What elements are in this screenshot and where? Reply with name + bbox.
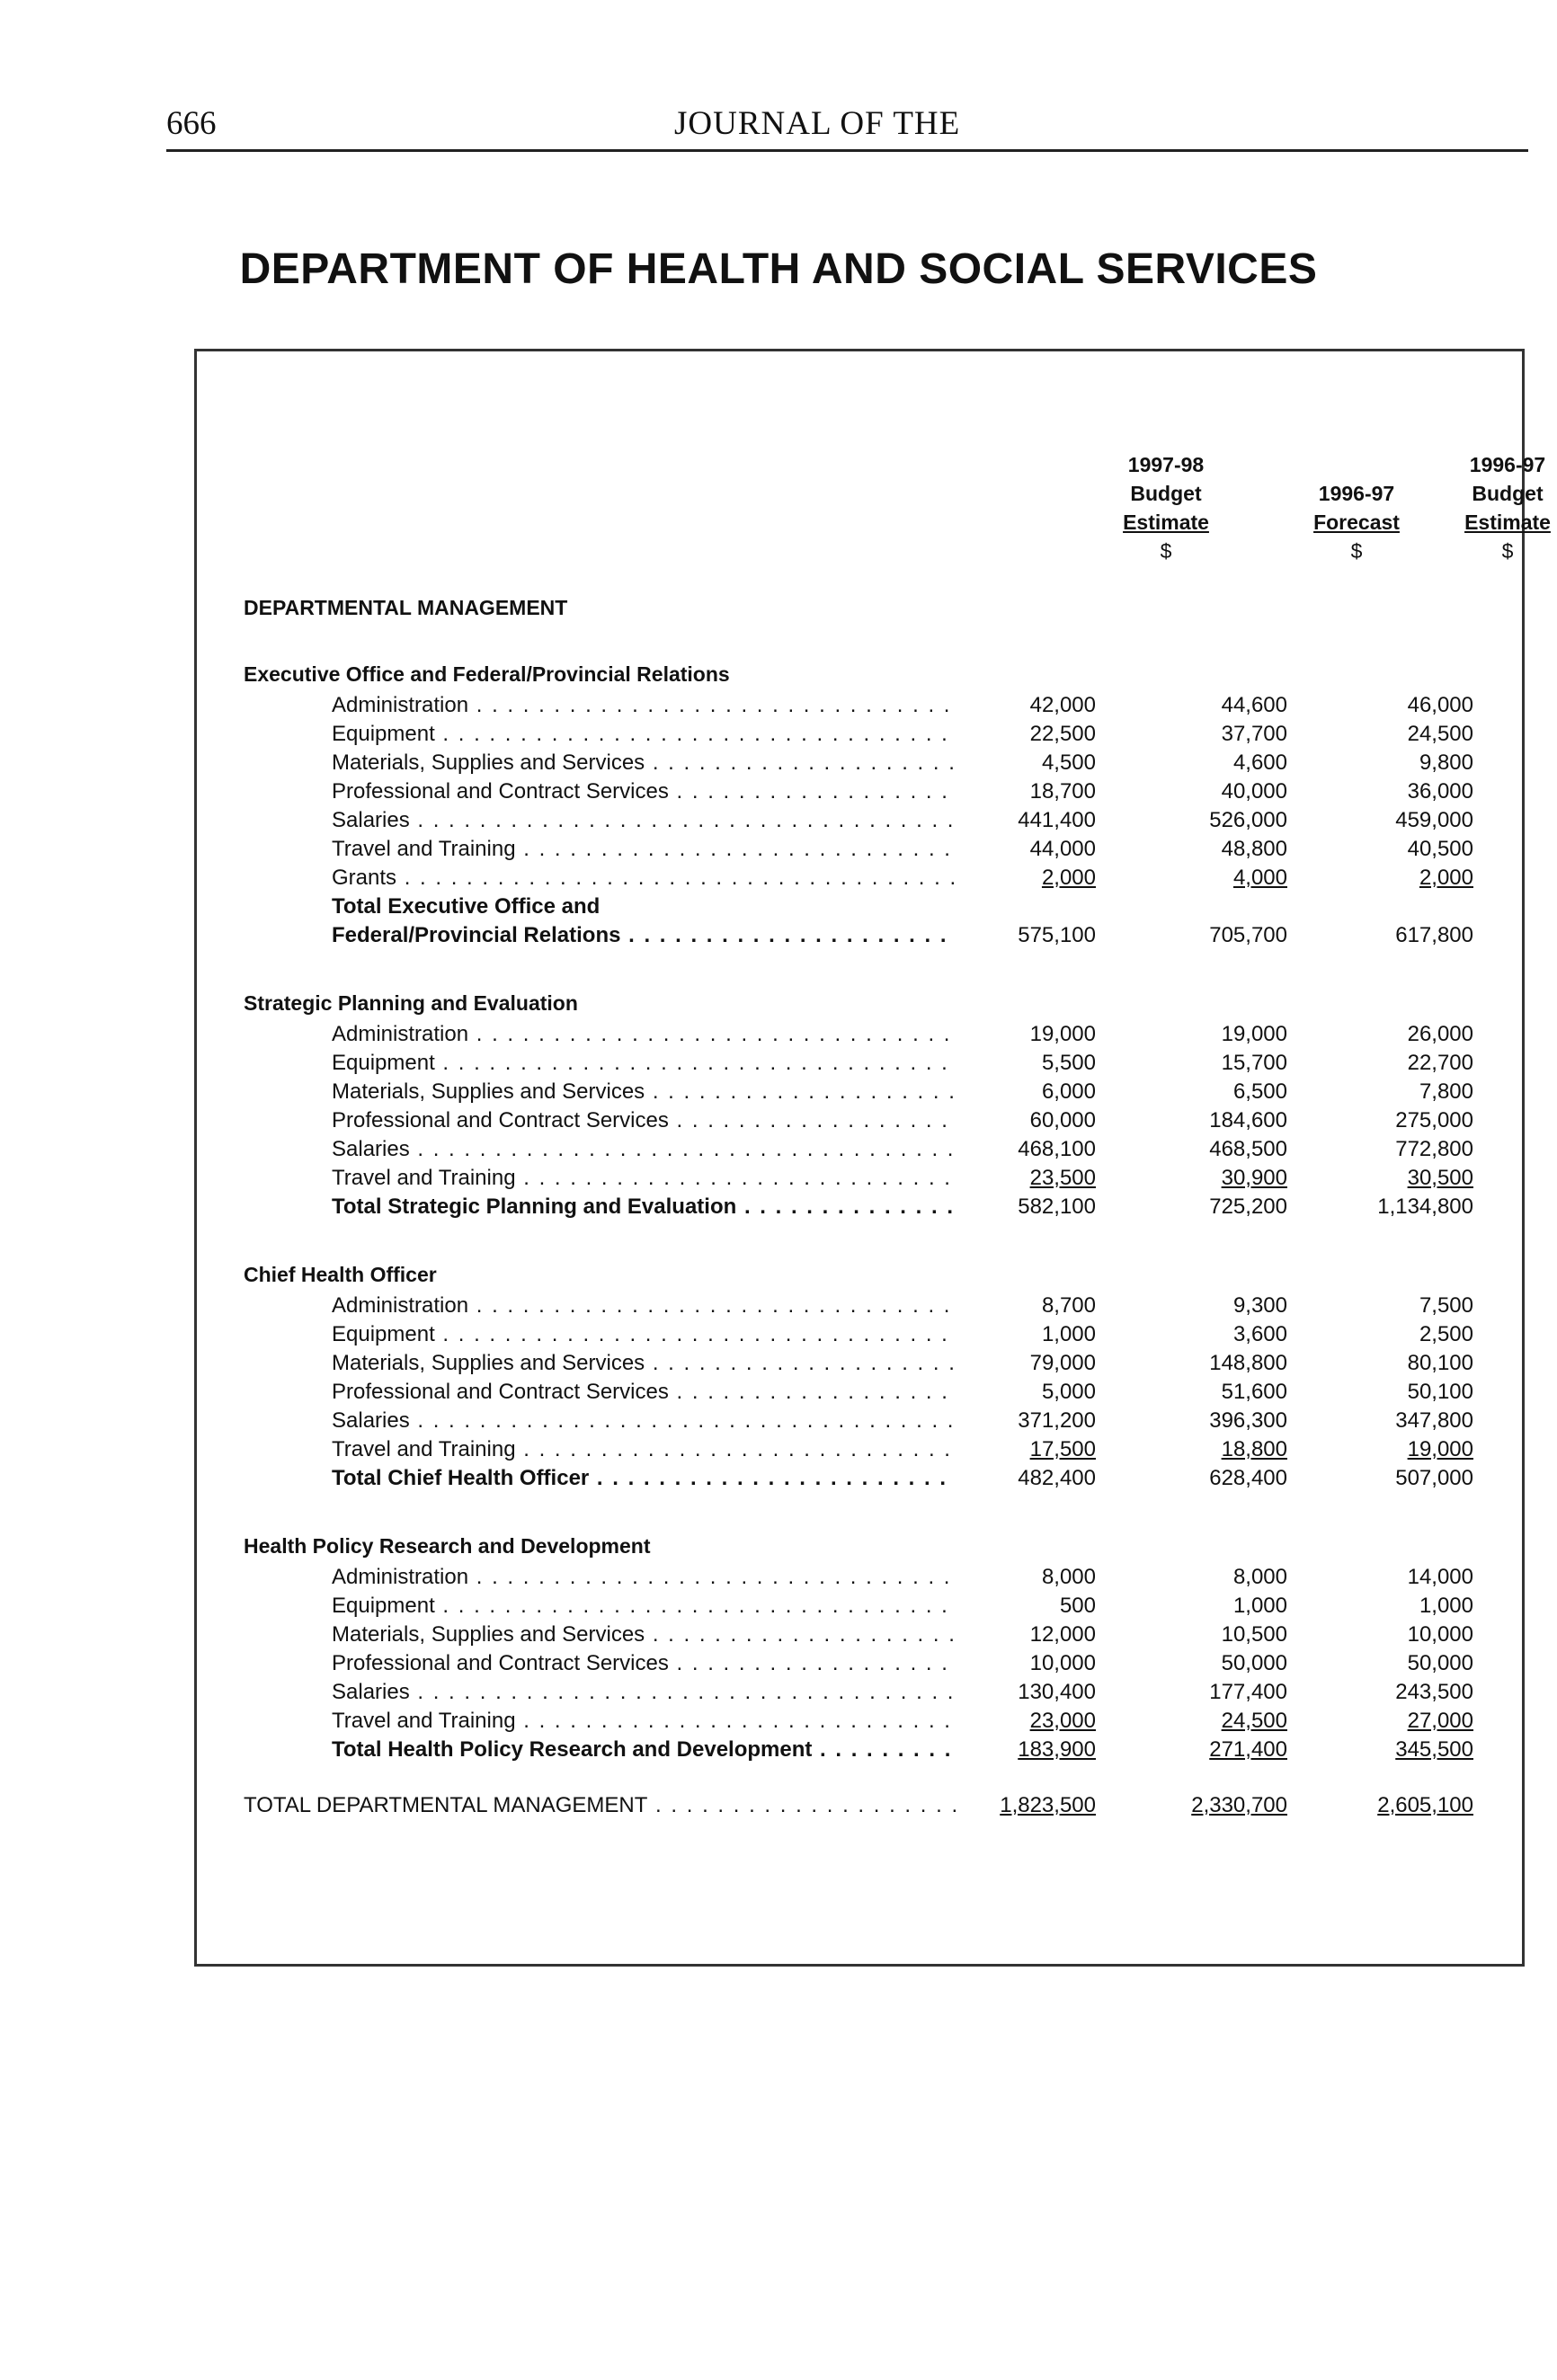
row-value: 1,823,500 [1000, 1793, 1096, 1817]
row-value: 2,605,100 [1377, 1793, 1473, 1817]
row-label: Administration . . . [332, 691, 956, 720]
table-row [197, 1349, 1524, 1378]
table-row [197, 1592, 1524, 1621]
row-value: 177,400 [1209, 1680, 1287, 1704]
row-label: Federal/Provincial Relations . . . [332, 921, 956, 950]
row-value: 705,700 [1209, 923, 1287, 947]
row-label: Materials, Supplies and Services . . . [332, 1621, 956, 1649]
row-value: 7,800 [1419, 1079, 1473, 1104]
table-row [197, 1320, 1524, 1349]
table-row [197, 1292, 1524, 1320]
budget-table [194, 349, 1551, 1967]
row-label: Travel and Training . . . [332, 1435, 956, 1464]
row-value: 345,500 [1395, 1737, 1473, 1762]
row-value: 9,800 [1419, 750, 1473, 775]
row-value: 27,000 [1407, 1709, 1473, 1733]
department-title: DEPARTMENT OF HEALTH AND SOCIAL SERVICES [239, 245, 1318, 293]
row-value: 50,000 [1221, 1651, 1287, 1675]
row-value: 130,400 [1018, 1680, 1096, 1704]
row-value: 2,000 [1419, 866, 1473, 890]
table-row [197, 1106, 1524, 1135]
table-row [197, 720, 1524, 749]
row-label: Equipment . . . [332, 1049, 956, 1078]
row-value: 18,800 [1221, 1437, 1287, 1461]
row-value: 8,000 [1041, 1565, 1096, 1589]
row-value: 17,500 [1029, 1437, 1096, 1461]
row-value: 19,000 [1029, 1022, 1096, 1046]
row-value: 3,600 [1232, 1322, 1287, 1346]
row-value: 275,000 [1395, 1108, 1473, 1132]
row-label: Grants . . . [332, 864, 956, 892]
row-value: 1,000 [1419, 1594, 1473, 1618]
row-value: 575,100 [1018, 923, 1096, 947]
row-label: Equipment . . . [332, 720, 956, 749]
row-label: Materials, Supplies and Services . . . [332, 1078, 956, 1106]
row-value: 396,300 [1209, 1408, 1287, 1433]
row-value: 271,400 [1209, 1737, 1287, 1762]
row-value: 772,800 [1395, 1137, 1473, 1161]
row-label: Travel and Training . . . [332, 1707, 956, 1736]
row-value: 468,100 [1018, 1137, 1096, 1161]
row-value: 40,500 [1407, 837, 1473, 861]
row-label: Administration . . . [332, 1020, 956, 1049]
row-value: 183,900 [1018, 1737, 1096, 1762]
row-value: 36,000 [1407, 779, 1473, 804]
row-value: 1,134,800 [1377, 1194, 1473, 1219]
row-value: 2,330,700 [1191, 1793, 1287, 1817]
row-value: 500 [1059, 1594, 1096, 1618]
table-row [197, 835, 1524, 864]
row-label: TOTAL DEPARTMENTAL MANAGEMENT . . . [244, 1791, 956, 1820]
row-value: 2,000 [1041, 866, 1096, 890]
table-row [197, 1707, 1524, 1736]
row-value: 5,000 [1041, 1380, 1096, 1404]
row-value: 50,000 [1407, 1651, 1473, 1675]
journal-title: JOURNAL OF THE [674, 105, 961, 142]
column-header-forecast-1996-97: 1996-97 Forecast $ [1313, 482, 1400, 563]
row-value: 37,700 [1221, 722, 1287, 746]
subsection-title: Chief Health Officer [244, 1263, 437, 1286]
row-label: Equipment . . . [332, 1320, 956, 1349]
main-section-title: DEPARTMENTAL MANAGEMENT [244, 596, 568, 619]
column-header-budget-estimate-1996-97: 1996-97 Budget Estimate $ [1464, 453, 1551, 563]
table-row [197, 1563, 1524, 1592]
row-label: Administration . . . [332, 1563, 956, 1592]
row-label: Total Chief Health Officer . . . [332, 1464, 956, 1493]
row-value: 2,500 [1419, 1322, 1473, 1346]
row-value: 23,500 [1029, 1166, 1096, 1190]
row-label: Equipment . . . [332, 1592, 956, 1621]
row-value: 15,700 [1221, 1051, 1287, 1075]
table-row [197, 1164, 1524, 1193]
row-value: 30,500 [1407, 1166, 1473, 1190]
row-label: Total Strategic Planning and Evaluation . . . [332, 1193, 956, 1221]
row-label: Administration . . . [332, 1292, 956, 1320]
row-value: 18,700 [1029, 779, 1096, 804]
row-value: 22,700 [1407, 1051, 1473, 1075]
row-value: 468,500 [1209, 1137, 1287, 1161]
row-label: Salaries . . . [332, 806, 956, 835]
row-value: 148,800 [1209, 1351, 1287, 1375]
row-value: 8,000 [1232, 1565, 1287, 1589]
row-value: 24,500 [1221, 1709, 1287, 1733]
row-value: 60,000 [1029, 1108, 1096, 1132]
total-row [197, 1736, 1524, 1764]
row-label: Materials, Supplies and Services . . . [332, 1349, 956, 1378]
total-row [197, 1464, 1524, 1493]
table-row [197, 749, 1524, 777]
row-label: Salaries . . . [332, 1135, 956, 1164]
row-value: 441,400 [1018, 808, 1096, 832]
table-row [197, 1020, 1524, 1049]
table-row [197, 777, 1524, 806]
subsection-title: Strategic Planning and Evaluation [244, 991, 578, 1015]
row-value: 243,500 [1395, 1680, 1473, 1704]
row-value: 1,000 [1232, 1594, 1287, 1618]
table-row [197, 1078, 1524, 1106]
row-value: 9,300 [1232, 1293, 1287, 1318]
row-label: Materials, Supplies and Services . . . [332, 749, 956, 777]
row-value: 7,500 [1419, 1293, 1473, 1318]
subsection-title: Health Policy Research and Development [244, 1534, 651, 1558]
row-value: 10,000 [1407, 1622, 1473, 1647]
page-number: 666 [166, 105, 217, 142]
row-value: 19,000 [1221, 1022, 1287, 1046]
row-value: 50,100 [1407, 1380, 1473, 1404]
table-row [197, 1049, 1524, 1078]
row-value: 10,500 [1221, 1622, 1287, 1647]
row-value: 12,000 [1029, 1622, 1096, 1647]
row-value: 44,600 [1221, 693, 1287, 717]
row-value: 482,400 [1018, 1466, 1096, 1490]
table-row [197, 806, 1524, 835]
row-value: 4,000 [1232, 866, 1287, 890]
row-value: 8,700 [1041, 1293, 1096, 1318]
row-label: Total Executive Office and [332, 894, 601, 919]
total-row [197, 921, 1524, 950]
row-value: 4,600 [1232, 750, 1287, 775]
row-value: 5,500 [1041, 1051, 1096, 1075]
row-value: 507,000 [1395, 1466, 1473, 1490]
row-value: 347,800 [1395, 1408, 1473, 1433]
table-row [197, 1378, 1524, 1407]
row-value: 184,600 [1209, 1108, 1287, 1132]
total-row-label [197, 892, 1524, 921]
row-label: Professional and Contract Services . . . [332, 777, 956, 806]
table-row [197, 864, 1524, 892]
row-label: Travel and Training . . . [332, 1164, 956, 1193]
table-row [197, 691, 1524, 720]
row-value: 582,100 [1018, 1194, 1096, 1219]
row-label: Professional and Contract Services . . . [332, 1649, 956, 1678]
table-row [197, 1621, 1524, 1649]
row-value: 24,500 [1407, 722, 1473, 746]
row-label: Professional and Contract Services . . . [332, 1106, 956, 1135]
row-value: 79,000 [1029, 1351, 1096, 1375]
row-value: 617,800 [1395, 923, 1473, 947]
row-value: 48,800 [1221, 837, 1287, 861]
table-row [197, 1407, 1524, 1435]
row-label: Travel and Training . . . [332, 835, 956, 864]
row-value: 22,500 [1029, 722, 1096, 746]
table-row [197, 1435, 1524, 1464]
row-value: 23,000 [1029, 1709, 1096, 1733]
row-value: 725,200 [1209, 1194, 1287, 1219]
subsection-title: Executive Office and Federal/Provincial Relations [244, 662, 730, 686]
row-value: 19,000 [1407, 1437, 1473, 1461]
row-label: Professional and Contract Services . . . [332, 1378, 956, 1407]
row-value: 459,000 [1395, 808, 1473, 832]
table-row [197, 1649, 1524, 1678]
row-value: 40,000 [1221, 779, 1287, 804]
grand-total-row [197, 1791, 1524, 1820]
row-value: 30,900 [1221, 1166, 1287, 1190]
row-value: 51,600 [1221, 1380, 1287, 1404]
table-row [197, 1678, 1524, 1707]
table-row [197, 1135, 1524, 1164]
row-value: 1,000 [1041, 1322, 1096, 1346]
row-value: 6,500 [1232, 1079, 1287, 1104]
row-value: 14,000 [1407, 1565, 1473, 1589]
row-value: 46,000 [1407, 693, 1473, 717]
row-value: 26,000 [1407, 1022, 1473, 1046]
row-value: 6,000 [1041, 1079, 1096, 1104]
row-value: 4,500 [1041, 750, 1096, 775]
total-row [197, 1193, 1524, 1221]
row-value: 80,100 [1407, 1351, 1473, 1375]
row-label: Total Health Policy Research and Development . . . [332, 1736, 956, 1764]
column-header-budget-estimate-1997-98: 1997-98 Budget Estimate $ [1123, 453, 1209, 563]
row-value: 628,400 [1209, 1466, 1287, 1490]
row-value: 44,000 [1029, 837, 1096, 861]
row-label: Salaries . . . [332, 1407, 956, 1435]
row-value: 371,200 [1018, 1408, 1096, 1433]
row-value: 526,000 [1209, 808, 1287, 832]
row-value: 10,000 [1029, 1651, 1096, 1675]
row-value: 42,000 [1029, 693, 1096, 717]
row-label: Salaries . . . [332, 1678, 956, 1707]
page-header [166, 99, 1528, 152]
